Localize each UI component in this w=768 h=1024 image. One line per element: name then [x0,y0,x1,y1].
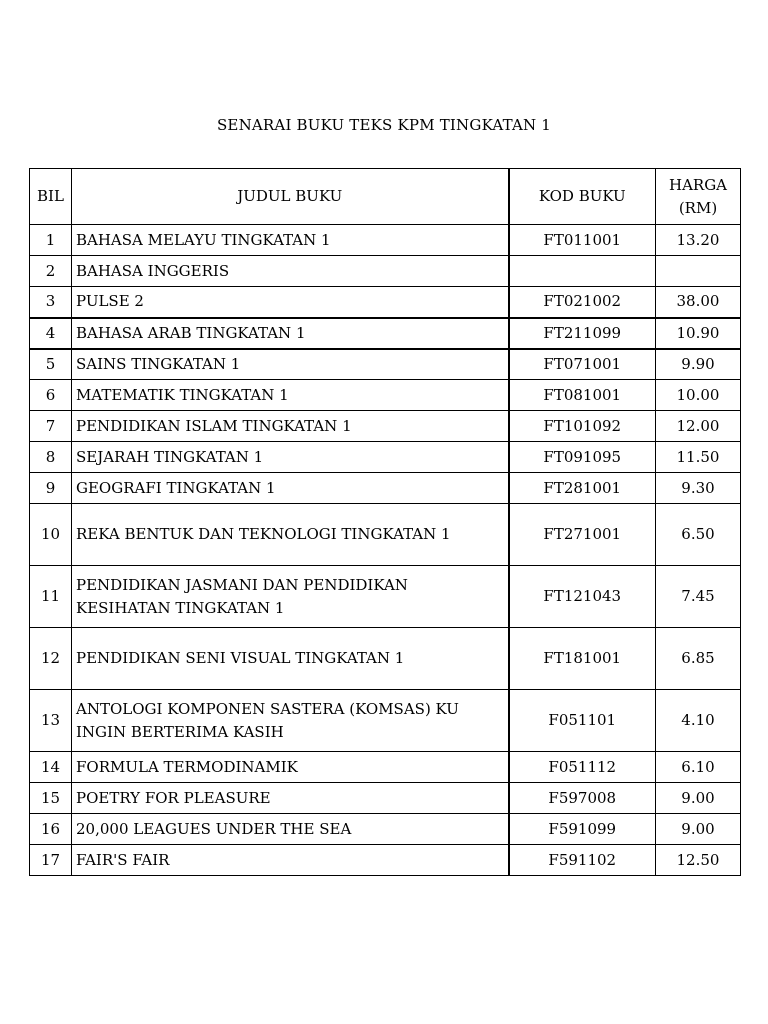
table-row [30,256,741,287]
row-harga: 10.90 [656,318,741,349]
row-bil: 1 [30,225,72,256]
row-kod: FT181001 [509,628,656,690]
row-harga: 9.00 [656,814,741,845]
row-bil: 15 [30,783,72,814]
row-judul: PENDIDIKAN SENI VISUAL TINGKATAN 1 [72,628,509,690]
row-kod: FT091095 [509,442,656,473]
row-harga: 11.50 [656,442,741,473]
header-kod: KOD BUKU [509,169,656,225]
row-judul: FAIR'S FAIR [72,845,509,876]
row-harga [656,256,741,287]
row-judul: BAHASA MELAYU TINGKATAN 1 [72,225,509,256]
table-row [30,225,741,256]
table-row [30,845,741,876]
row-kod: F591102 [509,845,656,876]
row-kod: FT081001 [509,380,656,411]
table-row [30,411,741,442]
row-bil: 11 [30,566,72,628]
row-judul: SEJARAH TINGKATAN 1 [72,442,509,473]
row-judul: GEOGRAFI TINGKATAN 1 [72,473,509,504]
table-row [30,783,741,814]
row-bil: 4 [30,318,72,349]
row-kod: F591099 [509,814,656,845]
row-kod: FT101092 [509,411,656,442]
row-judul: 20,000 LEAGUES UNDER THE SEA [72,814,509,845]
row-judul-line2: INGIN BERTERIMA KASIH [76,722,284,741]
table-row [30,287,741,318]
table-row [30,442,741,473]
header-judul: JUDUL BUKU [72,169,509,225]
table-header-row [30,169,741,225]
row-bil: 17 [30,845,72,876]
row-judul: SAINS TINGKATAN 1 [72,349,509,380]
row-judul-line1: PENDIDIKAN JASMANI DAN PENDIDIKAN [76,575,408,594]
header-harga [656,169,741,225]
row-judul: BAHASA ARAB TINGKATAN 1 [72,318,509,349]
table-row [30,566,741,628]
row-judul [72,690,509,752]
row-judul: FORMULA TERMODINAMIK [72,752,509,783]
row-bil: 8 [30,442,72,473]
row-bil: 7 [30,411,72,442]
row-judul: PULSE 2 [72,287,509,318]
row-kod: FT071001 [509,349,656,380]
table-row [30,473,741,504]
row-bil: 16 [30,814,72,845]
row-bil: 13 [30,690,72,752]
header-harga-line1: HARGA [668,175,728,194]
row-harga: 10.00 [656,380,741,411]
row-kod: FT211099 [509,318,656,349]
row-judul-line1: ANTOLOGI KOMPONEN SASTERA (KOMSAS) KU [76,699,459,718]
row-kod: FT011001 [509,225,656,256]
row-harga: 6.10 [656,752,741,783]
row-harga: 7.45 [656,566,741,628]
row-harga: 9.90 [656,349,741,380]
table-row [30,318,741,349]
row-kod: FT121043 [509,566,656,628]
row-harga: 6.50 [656,504,741,566]
row-bil: 9 [30,473,72,504]
table-row [30,690,741,752]
header-harga-line2: (RM) [678,198,718,217]
row-judul: REKA BENTUK DAN TEKNOLOGI TINGKATAN 1 [72,504,509,566]
row-kod: F051112 [509,752,656,783]
row-harga: 9.30 [656,473,741,504]
row-judul: POETRY FOR PLEASURE [72,783,509,814]
table-row [30,814,741,845]
row-bil: 6 [30,380,72,411]
row-harga: 13.20 [656,225,741,256]
row-judul: MATEMATIK TINGKATAN 1 [72,380,509,411]
textbook-table [29,168,741,876]
table-row [30,752,741,783]
row-harga: 9.00 [656,783,741,814]
row-bil: 10 [30,504,72,566]
row-harga: 12.50 [656,845,741,876]
row-judul [72,566,509,628]
row-kod: F597008 [509,783,656,814]
table-row [30,504,741,566]
table-row [30,628,741,690]
row-kod: F051101 [509,690,656,752]
row-harga: 38.00 [656,287,741,318]
row-kod: FT281001 [509,473,656,504]
row-kod [509,256,656,287]
row-bil: 3 [30,287,72,318]
row-kod: FT021002 [509,287,656,318]
row-harga: 4.10 [656,690,741,752]
document-title: SENARAI BUKU TEKS KPM TINGKATAN 1 [216,116,552,134]
row-bil: 14 [30,752,72,783]
row-harga: 6.85 [656,628,741,690]
table-row [30,349,741,380]
header-bil: BIL [30,169,72,225]
row-bil: 2 [30,256,72,287]
row-kod: FT271001 [509,504,656,566]
row-judul: BAHASA INGGERIS [72,256,509,287]
table-row [30,380,741,411]
row-bil: 5 [30,349,72,380]
row-harga: 12.00 [656,411,741,442]
row-judul-line2: KESIHATAN TINGKATAN 1 [76,598,285,617]
row-judul: PENDIDIKAN ISLAM TINGKATAN 1 [72,411,509,442]
row-bil: 12 [30,628,72,690]
